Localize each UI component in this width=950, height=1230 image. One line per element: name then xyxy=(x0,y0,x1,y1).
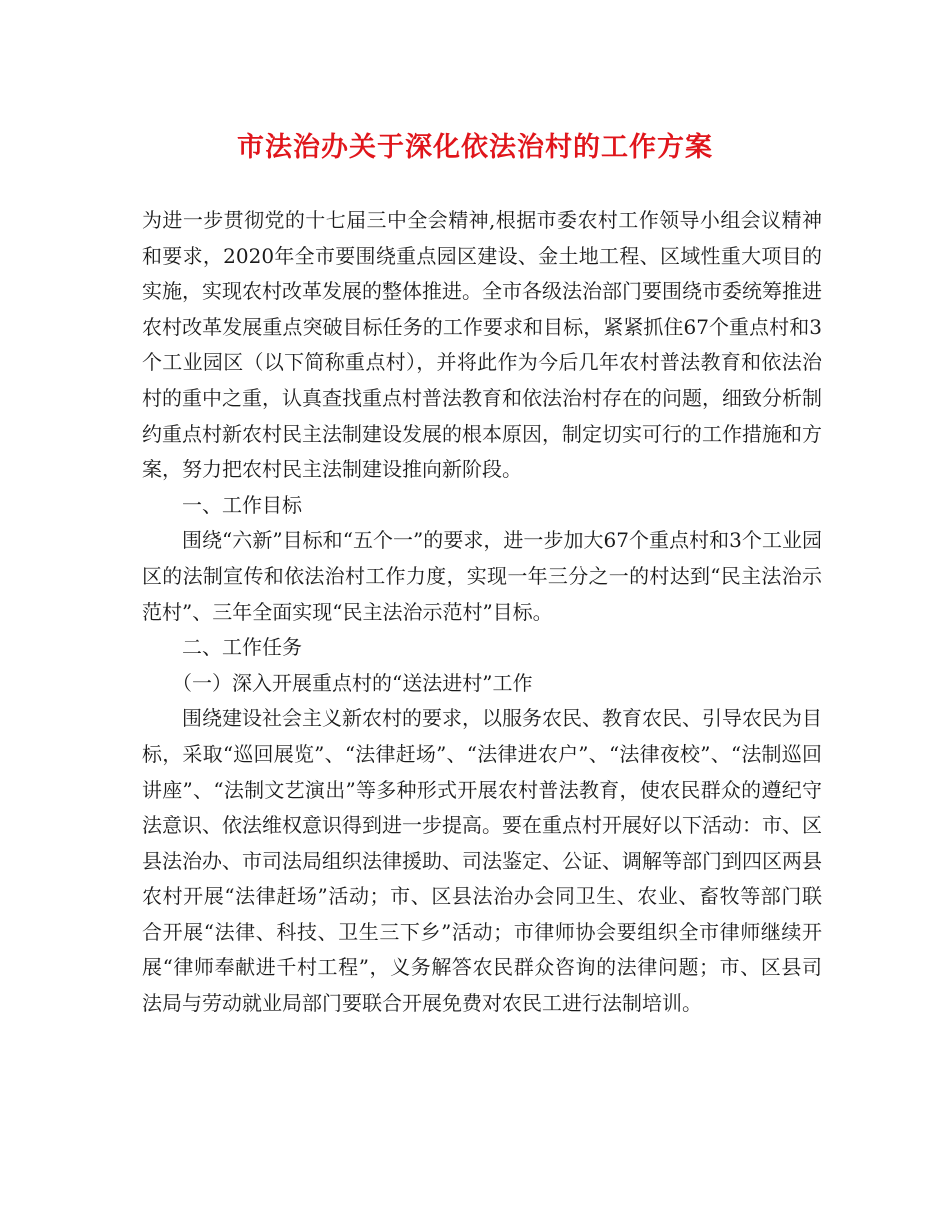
document-body xyxy=(142,203,822,1022)
goals-paragraph: 围绕“六新”目标和“五个一”的要求，进一步加大67个重点村和3个工业园区的法制宣传和依法治村工作力度，实现一年三分之一的村达到“民主法治示范村”、三年全面实现“民主法治示范村”目标。 xyxy=(142,528,822,624)
intro-paragraph: 为进一步贯彻党的十七届三中全会精神,根据市委农村工作领导小组会议精神和要求，2020年全市要围绕重点园区建设、金土地工程、区域性重大项目的实施，实现农村改革发展的整体推进。全市各级法治部门要围绕市委统筹推进农村改革发展重点突破目标任务的工作要求和目标，紧紧抓住67个重点村和3个工业园区（以下简称重点村），并将此作为今后几年农村普法教育和依法治村的重中之重，认真查找重点村普法教育和依法治村存在的问题，细致分析制约重点村新农村民主法制建设发展的根本原因，制定切实可行的工作措施和方案，努力把农村民主法制建设推向新阶段。 xyxy=(142,208,822,482)
page-title: 市法治办关于深化依法治村的工作方案 xyxy=(237,132,713,163)
tasks-paragraph: 围绕建设社会主义新农村的要求，以服务农民、教育农民、引导农民为目标，采取“巡回展览”、“法律赶场”、“法律进农户”、“法律夜校”、“法制巡回讲座”、“法制文艺演出”等多种形式开展农村普法教育，使农民群众的遵纪守法意识、依法维权意识得到进一步提高。要在重点村开展好以下活动：市、区县法治办、市司法局组织法律援助、司法鉴定、公证、调解等部门到四区两县农村开展“法律赶场”活动；市、区县法治办会同卫生、农业、畜牧等部门联合开展“法律、科技、卫生三下乡”活动；市律师协会要组织全市律师继续开展“律师奉献进千村工程”，义务解答农民群众咨询的法律问题；市、区县司法局与劳动就业局部门要联合开展免费对农民工进行法制培训。 xyxy=(142,706,822,1016)
section-heading-tasks: 二、工作任务 xyxy=(182,635,302,660)
subsection-heading-1: （一）深入开展重点村的“送法进村”工作 xyxy=(172,670,533,695)
section-heading-goals: 一、工作目标 xyxy=(182,492,302,517)
